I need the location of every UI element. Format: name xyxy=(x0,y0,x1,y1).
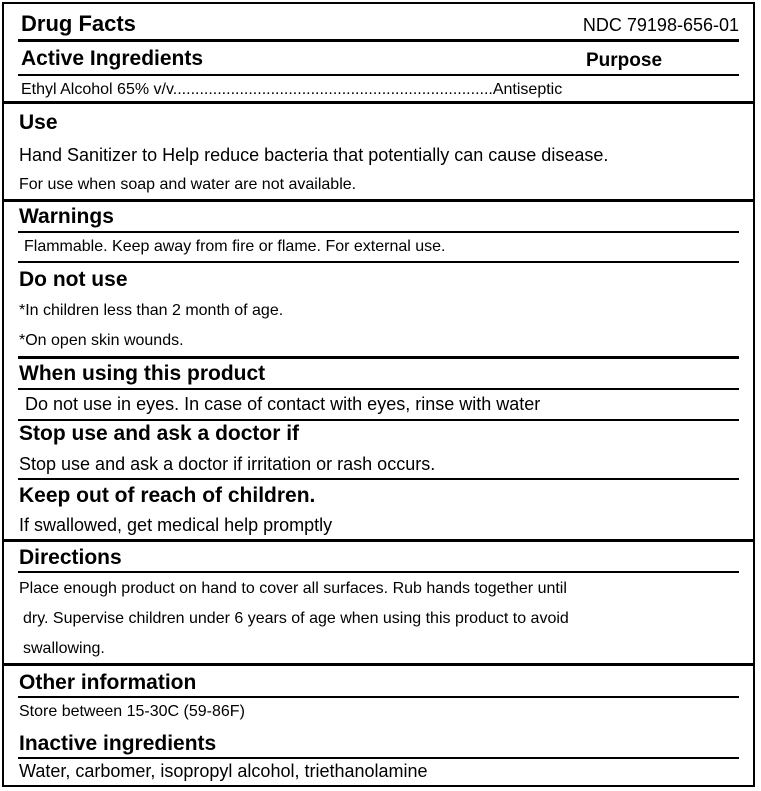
keep-out-heading: Keep out of reach of children. xyxy=(19,484,316,507)
divider xyxy=(18,478,739,480)
do-not-use-item: *In children less than 2 month of age. xyxy=(19,302,284,319)
use-text-line2: For use when soap and water are not available. xyxy=(19,176,357,193)
warnings-heading: Warnings xyxy=(19,205,114,228)
section-divider xyxy=(4,101,753,104)
divider xyxy=(18,419,739,421)
when-using-text: Do not use in eyes. In case of contact with eyes, rinse with water xyxy=(25,394,541,414)
directions-line: swallowing. xyxy=(23,640,105,657)
ndc-number: NDC 79198-656-01 xyxy=(582,15,739,35)
divider xyxy=(18,231,739,233)
other-info-text: Store between 15-30C (59-86F) xyxy=(19,703,245,720)
active-ingredients-heading: Active Ingredients xyxy=(21,47,204,70)
stop-use-heading: Stop use and ask a doctor if xyxy=(19,422,300,445)
use-heading: Use xyxy=(19,111,58,134)
do-not-use-heading: Do not use xyxy=(19,268,128,291)
purpose-heading: Purpose xyxy=(586,50,663,71)
directions-line: dry. Supervise children under 6 years of age when using this product to avoid xyxy=(23,610,569,627)
use-text-line1: Hand Sanitizer to Help reduce bacteria that potentially can cause disease. xyxy=(19,145,609,165)
divider xyxy=(18,39,739,42)
divider xyxy=(18,261,739,263)
when-using-heading: When using this product xyxy=(19,362,266,385)
inactive-ingredients-text: Water, carbomer, isopropyl alcohol, triethanolamine xyxy=(19,761,428,781)
divider xyxy=(18,571,739,573)
section-divider xyxy=(4,663,753,666)
other-info-heading: Other information xyxy=(19,671,197,694)
divider xyxy=(18,388,739,390)
inactive-ingredients-heading: Inactive ingredients xyxy=(19,732,217,755)
divider xyxy=(18,757,739,759)
drug-facts-title: Drug Facts xyxy=(21,11,136,36)
directions-line: Place enough product on hand to cover all surfaces. Rub hands together until xyxy=(19,580,567,597)
divider xyxy=(18,74,739,76)
divider xyxy=(18,696,739,698)
warnings-text: Flammable. Keep away from fire or flame. For external use. xyxy=(24,238,446,255)
keep-out-text: If swallowed, get medical help promptly xyxy=(19,515,333,535)
directions-heading: Directions xyxy=(19,546,122,569)
drug-facts-label xyxy=(2,2,755,787)
section-divider xyxy=(4,199,753,202)
section-divider xyxy=(4,539,753,542)
active-ingredient-line: Ethyl Alcohol 65% v/v........................................................................Antiseptic xyxy=(21,81,563,98)
divider xyxy=(18,356,739,359)
do-not-use-item: *On open skin wounds. xyxy=(19,332,184,349)
stop-use-text: Stop use and ask a doctor if irritation or rash occurs. xyxy=(19,454,436,474)
